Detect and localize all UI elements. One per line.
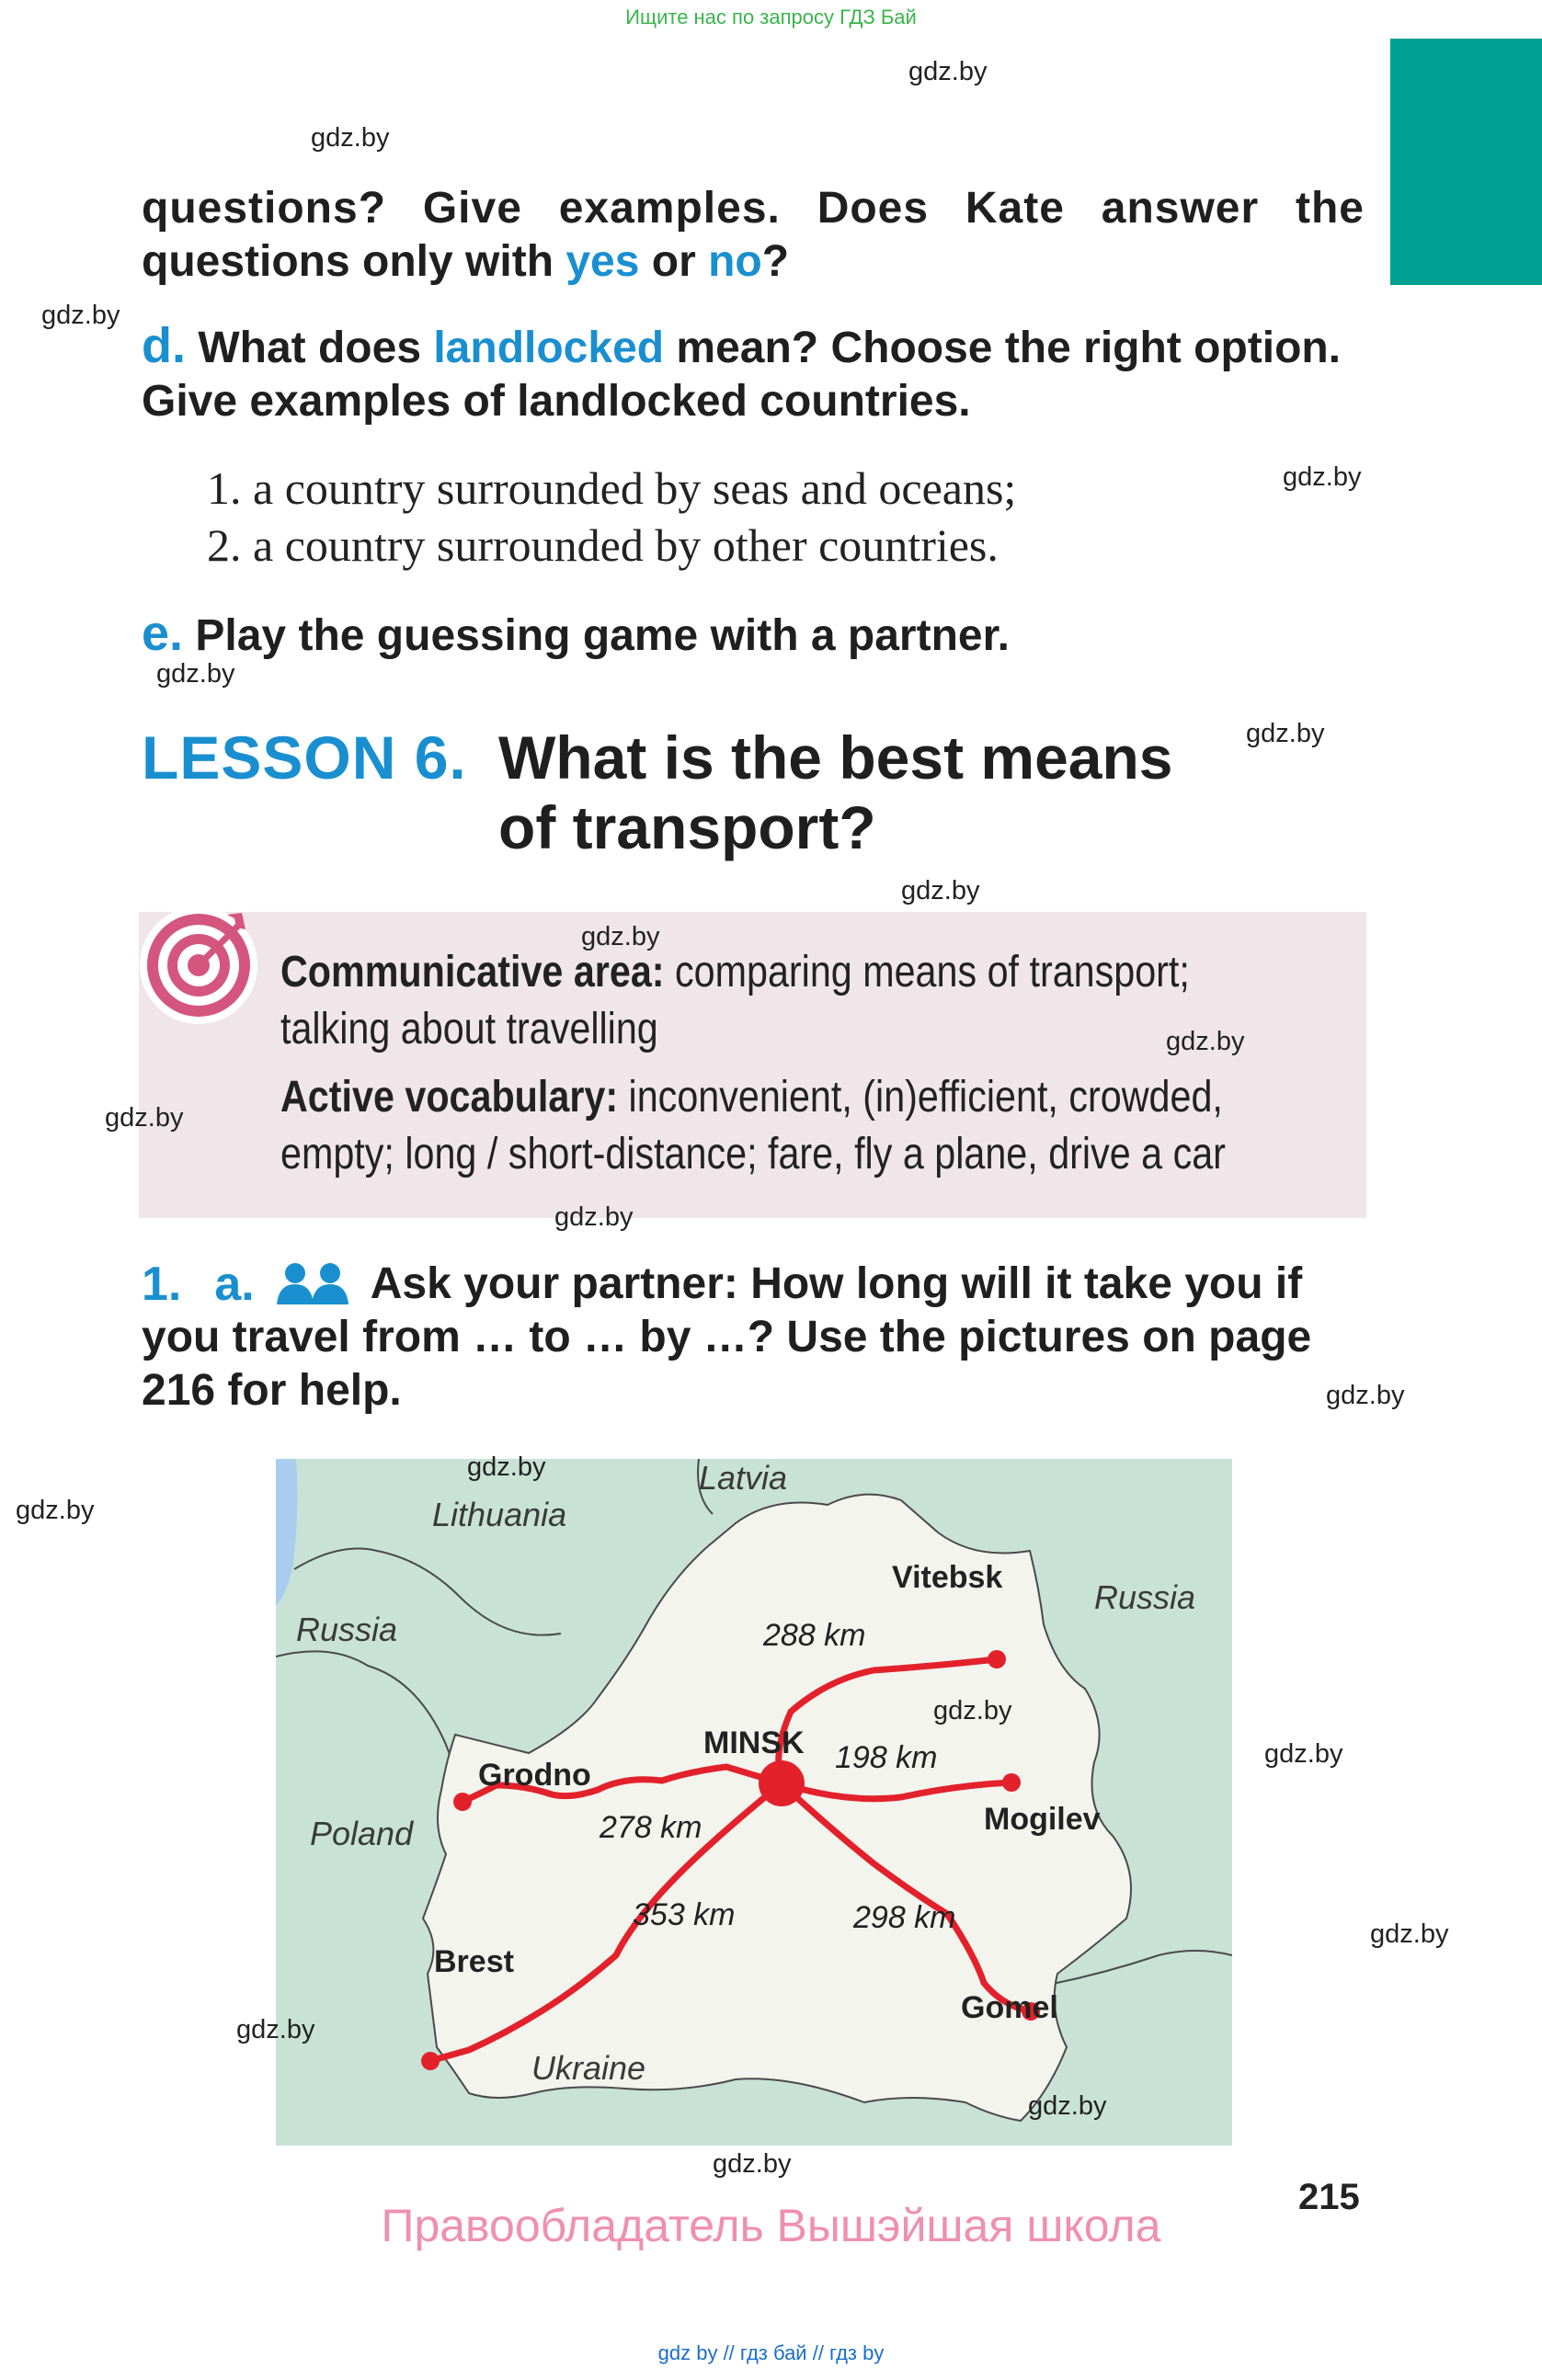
option-2: 2. a country surrounded by other countries.	[207, 519, 999, 571]
city-label-brest: Brest	[434, 1944, 514, 1979]
mogilev-marker	[1002, 1773, 1021, 1792]
watermark: gdz.by	[581, 922, 660, 951]
task-1a-line2: you travel from … to … by …? Use the pictures on page	[142, 1313, 1312, 1361]
paragraph-c-line2: questions only with yes or no?	[142, 237, 790, 286]
active-vocabulary-line2: empty; long / short-distance; fare, fly a plane, drive a car	[280, 1130, 1226, 1179]
brest-marker	[421, 2052, 440, 2070]
city-label-grodno: Grodno	[478, 1758, 591, 1793]
paragraph-c	[142, 182, 1365, 289]
distance-brest: 353 km	[633, 1897, 736, 1932]
watermark: gdz.by	[156, 659, 235, 689]
watermark: gdz.by	[311, 123, 390, 153]
watermark: gdz.by	[16, 1496, 95, 1525]
keyword-no: no	[708, 237, 762, 286]
communicative-label: Communicative area:	[280, 948, 665, 996]
task-number: 1.	[142, 1258, 182, 1311]
lesson-title: What is the best means of transport?	[498, 723, 1173, 861]
lesson-label: LESSON 6.	[142, 723, 467, 791]
watermark: gdz.by	[236, 2015, 315, 2044]
watermark: gdz.by	[1166, 1027, 1245, 1056]
task-e-letter: e.	[142, 606, 184, 661]
task-e: e. Play the guessing game with a partner.	[142, 606, 1010, 661]
communicative-area-line1: Communicative area: comparing means of transport;	[280, 948, 1190, 996]
city-label-minsk: MINSK	[703, 1725, 805, 1760]
bottom-links[interactable]: gdz by // гдз бай // гдз by	[657, 2341, 885, 2364]
active-vocabulary-line1: Active vocabulary: inconvenient, (in)efficient, crowded,	[280, 1073, 1223, 1122]
watermark: gdz.by	[554, 1202, 634, 1232]
watermark: gdz.by	[933, 1696, 1012, 1725]
watermark: gdz.by	[41, 301, 120, 330]
pair-work-icon	[277, 1262, 350, 1306]
option-1: 1. a country surrounded by seas and oceans;	[207, 462, 1017, 514]
watermark: gdz.by	[1246, 719, 1325, 748]
watermark: gdz.by	[467, 1452, 546, 1482]
grodno-marker	[453, 1793, 472, 1811]
country-label-russia-west: Russia	[296, 1611, 398, 1648]
country-label-russia-east: Russia	[1094, 1578, 1196, 1616]
task-1a	[142, 1258, 1369, 1418]
page-number: 215	[1298, 2177, 1360, 2217]
watermark: gdz.by	[713, 2149, 792, 2179]
city-label-mogilev: Mogilev	[984, 1802, 1101, 1837]
section-tab	[1390, 39, 1542, 285]
country-label-latvia: Latvia	[699, 1459, 788, 1497]
task-1a-line3: 216 for help.	[142, 1366, 402, 1415]
watermark: gdz.by	[1283, 462, 1362, 492]
belarus-map	[276, 1459, 1232, 2146]
country-label-ukraine: Ukraine	[531, 2049, 646, 2087]
vocabulary-label: Active vocabulary:	[280, 1073, 619, 1122]
top-search-hint[interactable]: Ищите нас по запросу ГДЗ Бай	[625, 6, 917, 28]
watermark: gdz.by	[1326, 1381, 1405, 1410]
city-label-gomel: Gomel	[961, 1990, 1058, 2025]
task-d-line1: d. What does landlocked mean? Choose the right option.	[142, 318, 1342, 373]
watermark: gdz.by	[1264, 1739, 1343, 1769]
task-letter: a.	[214, 1258, 255, 1311]
watermark: gdz.by	[908, 57, 988, 86]
task-d-letter: d.	[142, 318, 186, 373]
copyright-holder: Правообладатель Вышэйшая школа	[381, 2200, 1161, 2251]
task-d-options	[207, 460, 1016, 574]
keyword-landlocked: landlocked	[433, 324, 665, 372]
task-d-line2: Give examples of landlocked countries.	[142, 377, 971, 426]
city-label-vitebsk: Vitebsk	[892, 1560, 1003, 1595]
minsk-marker	[759, 1760, 805, 1806]
distance-mogilev: 198 km	[835, 1740, 938, 1775]
distance-vitebsk: 288 km	[763, 1618, 866, 1653]
distance-gomel: 298 km	[853, 1900, 956, 1935]
watermark: gdz.by	[1028, 2091, 1107, 2121]
communicative-area-line2: talking about travelling	[280, 1005, 658, 1053]
paragraph-c-line1: questions? Give examples. Does Kate answer the	[142, 184, 1365, 233]
watermark: gdz.by	[901, 876, 980, 905]
watermark: gdz.by	[1370, 1919, 1449, 1949]
target-icon	[139, 905, 258, 1025]
distance-grodno: 278 km	[600, 1810, 702, 1845]
task-d	[142, 319, 1374, 428]
country-label-poland: Poland	[310, 1815, 414, 1852]
keyword-yes: yes	[565, 237, 640, 286]
country-label-lithuania: Lithuania	[432, 1496, 567, 1533]
watermark: gdz.by	[105, 1103, 184, 1133]
task-1a-line1: 1. a. Ask your partner: How long will it take you if	[142, 1258, 1303, 1311]
vitebsk-marker	[988, 1650, 1006, 1668]
